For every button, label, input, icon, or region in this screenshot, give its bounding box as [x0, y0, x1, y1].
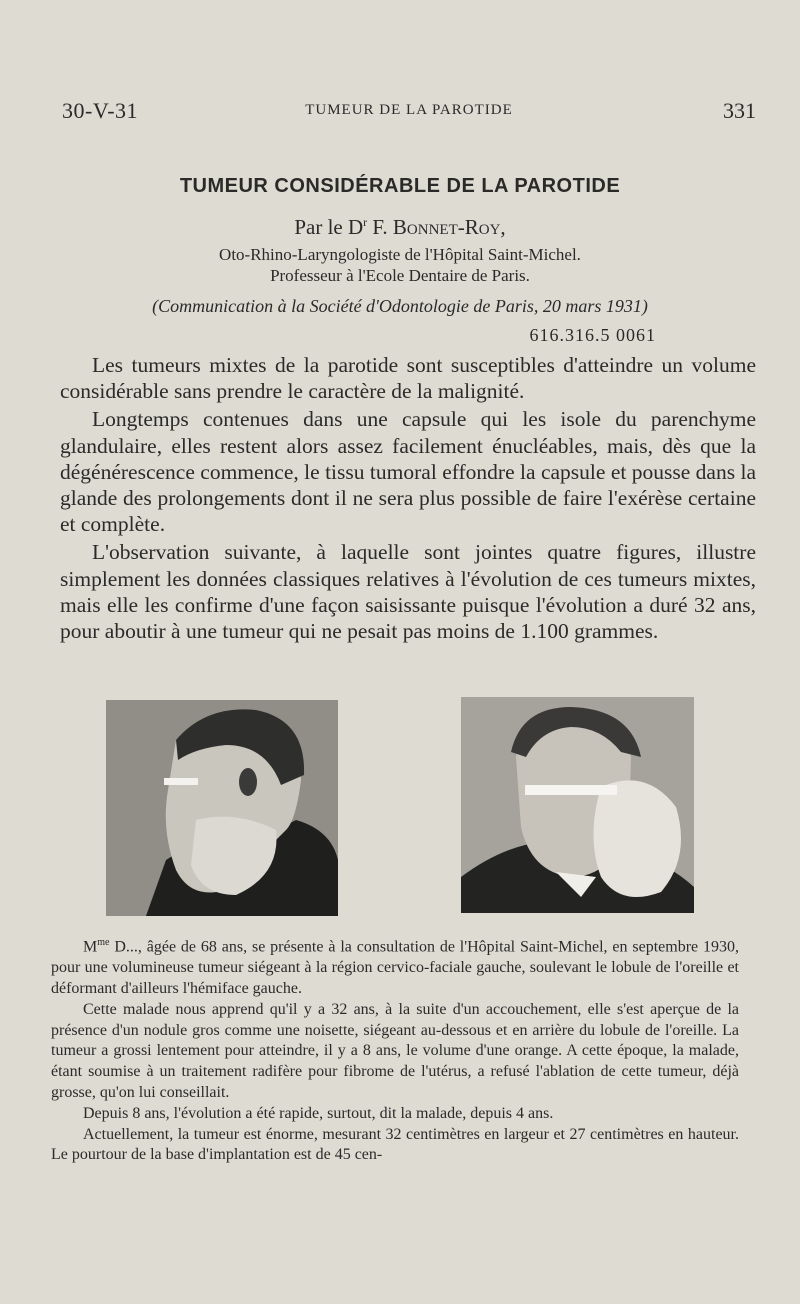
byline-prefix: Par le D [294, 215, 364, 239]
patient-front-photo [461, 697, 694, 913]
byline-sup: r [363, 215, 368, 229]
page-number: 331 [723, 98, 756, 123]
case-paragraph-2: Cette malade nous apprend qu'il y a 32 ans, à la suite d'un accouchement, elle s'est aperçue de la présence d'un nodule gros comme une noisette, siégeant au-dessous et en arrière du lobule de l'oreille. La tumeur a grossi lentement pour atteindre, il y a 8 ans, le volume d'une orange. A cette époque, la malade, étant soumise à un traitement radifère pour fibrome de l'utérus, a refusé l'ablation de cette tumeur, déjà grosse, qu'on lui conseillait. [51, 1000, 739, 1101]
page-date: 30-V-31 [62, 98, 139, 123]
paragraph-1: Les tumeurs mixtes de la parotide sont susceptibles d'atteindre un volume considérable sans prendre le caractère de la malignité. [60, 353, 756, 404]
case-paragraph-4: Actuellement, la tumeur est énorme, mesurant 32 centimètres en largeur et 27 centimètres en hauteur. Le pourtour de la base d'implantation est de 45 cen- [51, 1125, 739, 1164]
patient-profile-photo [106, 700, 338, 916]
profile-photo-graphic [106, 700, 338, 916]
paragraph-2: Longtemps contenues dans une capsule qui les isole du parenchyme glandulaire, elles restent alors assez facilement énucléables, mais, dès que la dégénérescence commence, le tissu tumoral effondre la capsule et pousse dans la glande des prolongements dont il ne sera plus possible de faire l'exérèse certaine et complète. [60, 407, 756, 537]
case-prefix: M [83, 938, 98, 956]
classification-code: 616.316.5 0061 [529, 325, 656, 345]
paragraph-3: L'observation suivante, à laquelle sont jointes quatre figures, illustre simplement les données classiques relatives à l'évolution de ces tumeurs mixtes, mais elle les confirme d'une façon saisissante puisque l'évolution a duré 32 ans, pour aboutir à une tumeur qui ne pesait pas moins de 1.100 grammes. [60, 540, 756, 644]
affiliation-1: Oto-Rhino-Laryngologiste de l'Hôpital Saint-Michel. [219, 245, 581, 264]
front-photo-graphic [461, 697, 694, 913]
affiliation-2: Professeur à l'Ecole Dentaire de Paris. [270, 266, 530, 285]
case-paragraph-1 [51, 933, 739, 1000]
case-sup: me [97, 937, 110, 948]
communication-text: (Communication à la Société d'Odontologie de Paris, 20 mars 1931) [152, 296, 648, 316]
case-paragraph-3: Depuis 8 ans, l'évolution a été rapide, surtout, dit la malade, depuis 4 ans. [83, 1104, 554, 1122]
body-text [60, 352, 756, 646]
article-title: TUMEUR CONSIDÉRABLE DE LA PAROTIDE [179, 175, 621, 197]
byline [0, 215, 800, 240]
author-name: F. Bonnet-Roy, [367, 215, 506, 239]
case-report [51, 933, 739, 1166]
communication-note [0, 296, 800, 317]
running-head [62, 98, 756, 128]
case-p1-text: D..., âgée de 68 ans, se présente à la consultation de l'Hôpital Saint-Michel, en septembre 1930, pour une volumineuse tumeur siégeant à la région cervico-faciale gauche, soulevant le lobule de l'oreille et déformant d'ailleurs l'hémiface gauche. [51, 938, 739, 997]
running-title: TUMEUR DE LA PAROTIDE [305, 102, 513, 118]
